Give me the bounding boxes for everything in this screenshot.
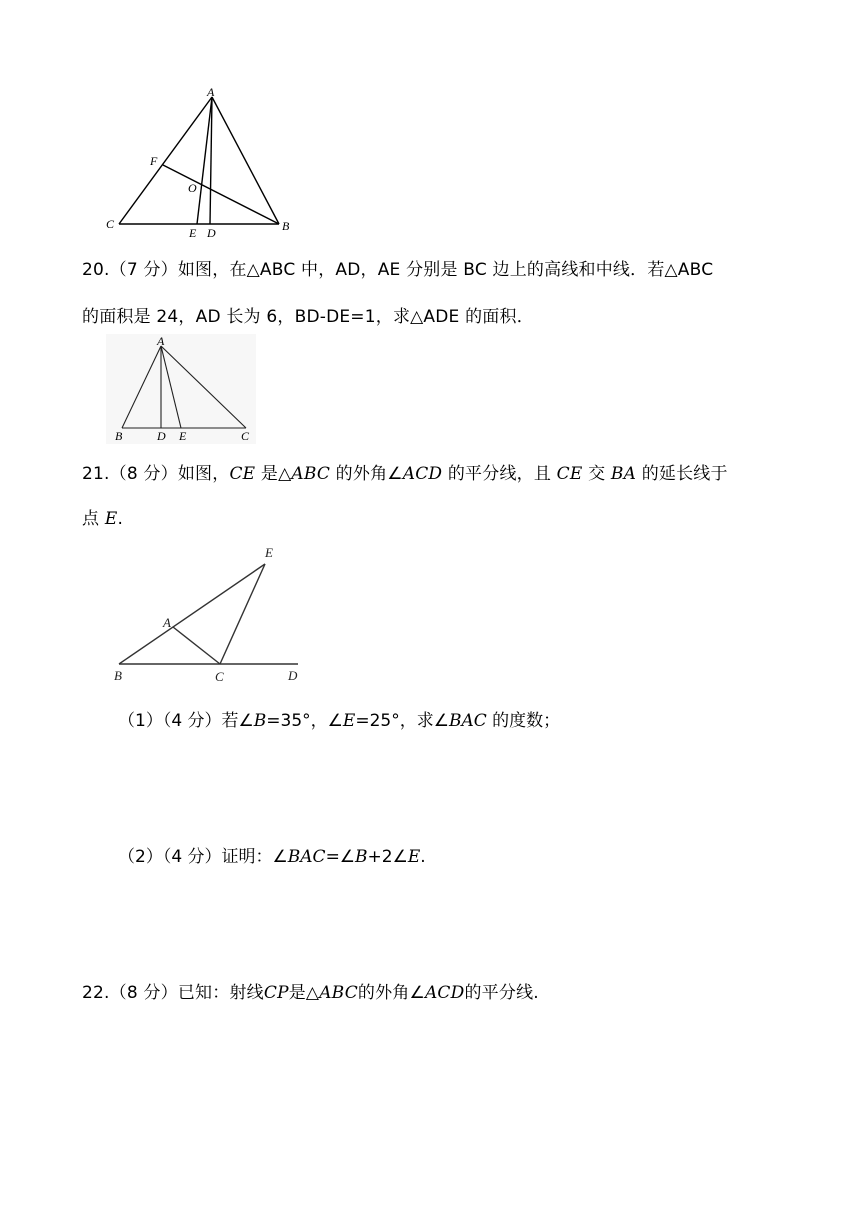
q22-line-1: 22.（8 分）已知：射线CP是△ABC的外角∠ACD的平分线. [82,983,539,1003]
figure-2-triangle [106,334,256,444]
q21-part-1: （1）（4 分）若∠B=35°，∠E=25°，求∠BAC 的度数； [118,711,561,731]
label-C: C [241,429,250,443]
q21-line-2: 点 E. [82,509,124,529]
segment-AC [119,97,212,224]
label-D: D [288,668,298,683]
label-E: E [265,545,273,560]
label-D: D [207,226,216,240]
label-B: B [115,429,123,443]
label-C: C [106,217,115,231]
figure-1-triangle [100,85,300,240]
segment-AB [212,97,279,224]
q20-line-1: 20.（7 分）如图，在△ABC 中，AD，AE 分别是 BC 边上的高线和中线．若△ABC [82,260,714,280]
segment-FB [163,165,279,224]
segment-AE [161,346,181,428]
segment-AC [173,627,220,664]
segment-AB [122,346,161,428]
label-B: B [282,219,290,233]
q20-line-2: 的面积是 24，AD 长为 6，BD-DE=1，求△ADE 的面积． [82,307,534,327]
figure-3-triangle [105,540,315,685]
label-A: A [163,615,171,630]
label-B: B [114,668,122,683]
label-F: F [150,154,158,168]
q21-line-1: 21.（8 分）如图，CE 是△ABC 的外角∠ACD 的平分线，且 CE 交 BA 的延长线于 [82,464,728,484]
label-D: D [157,429,166,443]
label-O: O [188,181,197,195]
label-A: A [157,334,165,348]
label-A: A [207,85,215,99]
q21-part-2: （2）（4 分）证明：∠BAC=∠B+2∠E. [118,847,426,867]
segment-AC [161,346,246,428]
label-E: E [179,429,187,443]
label-E: E [189,226,197,240]
label-C: C [215,669,224,684]
